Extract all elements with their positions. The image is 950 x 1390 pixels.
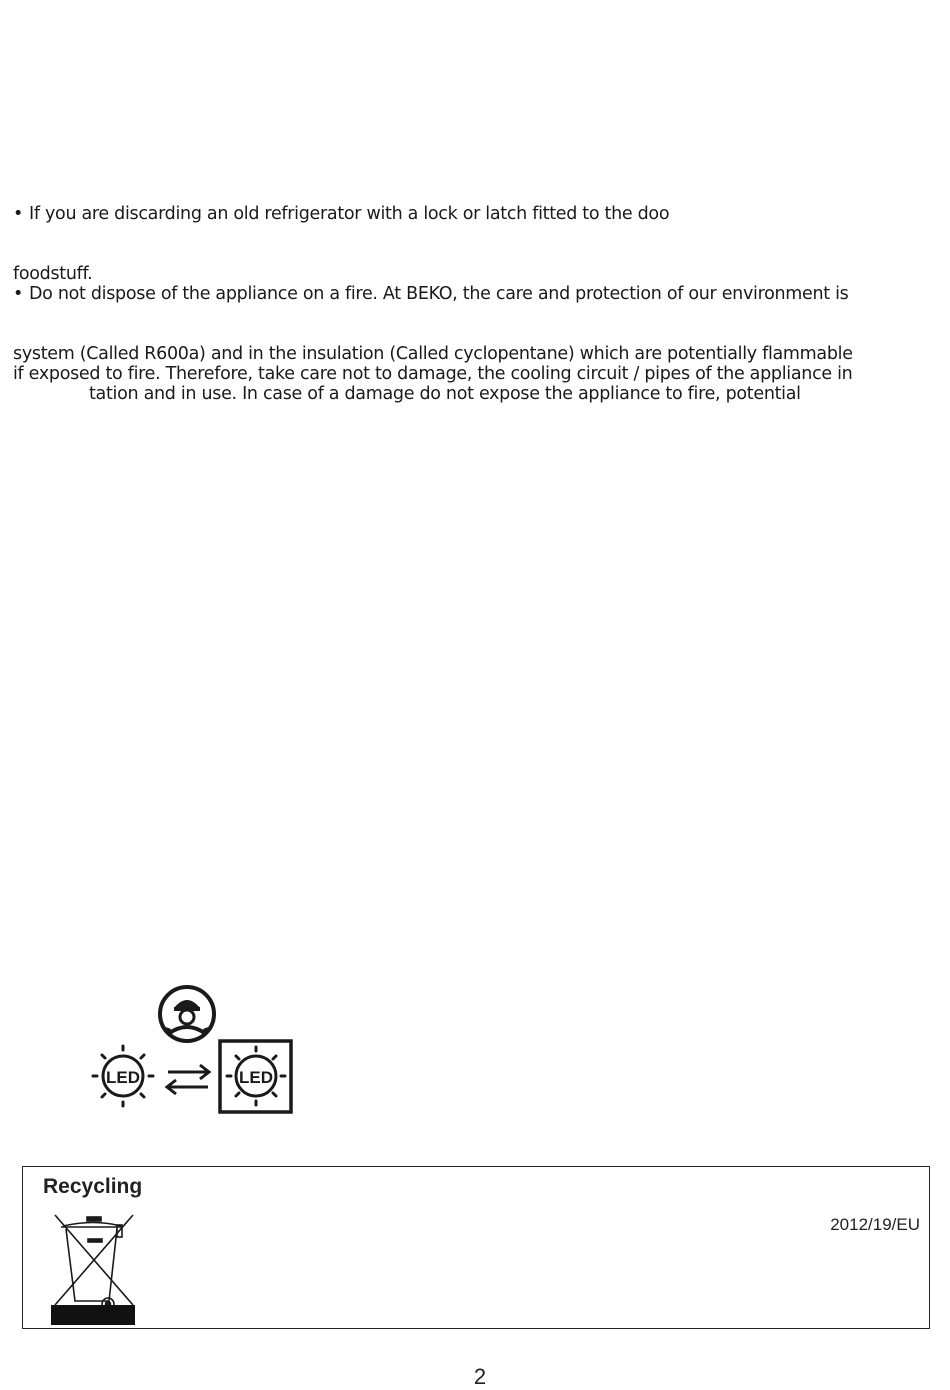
weee-directive: 2012/19/EU [830,1215,920,1234]
text-line-6: tation and in use. In case of a damage do not expose the appliance to fire, potential [89,384,801,404]
page-number: 2 [473,1364,487,1389]
text-line-4: system (Called R600a) and in the insulation (Called cyclopentane) which are potentially flammable [13,344,853,364]
service-technician-icon [160,987,214,1041]
recycling-box [22,1166,930,1329]
led-replacement-icon-group [88,984,298,1116]
led-module-icon [220,1041,291,1112]
crossed-out-wheelie-bin-icon [51,1213,137,1325]
led-label: LED [239,1068,273,1087]
led-label: LED [106,1068,140,1087]
text-line-2: foodstuff. [13,264,93,284]
bullet: • [13,204,24,224]
bullet: • [13,284,24,304]
text-line-5: if exposed to fire. Therefore, take care not to damage, the cooling circuit / pipes of the appliance in [13,364,853,384]
text-line-3 [13,284,849,304]
recycling-title: Recycling [43,1175,143,1198]
led-bulb-icon [93,1046,153,1106]
text-line-3-content: Do not dispose of the appliance on a fire. At BEKO, the care and protection of our environment is [29,284,849,304]
text-line-1 [13,204,669,224]
text-line-1-content: If you are discarding an old refrigerator with a lock or latch fitted to the doo [29,204,670,224]
swap-arrows-icon [167,1065,209,1094]
